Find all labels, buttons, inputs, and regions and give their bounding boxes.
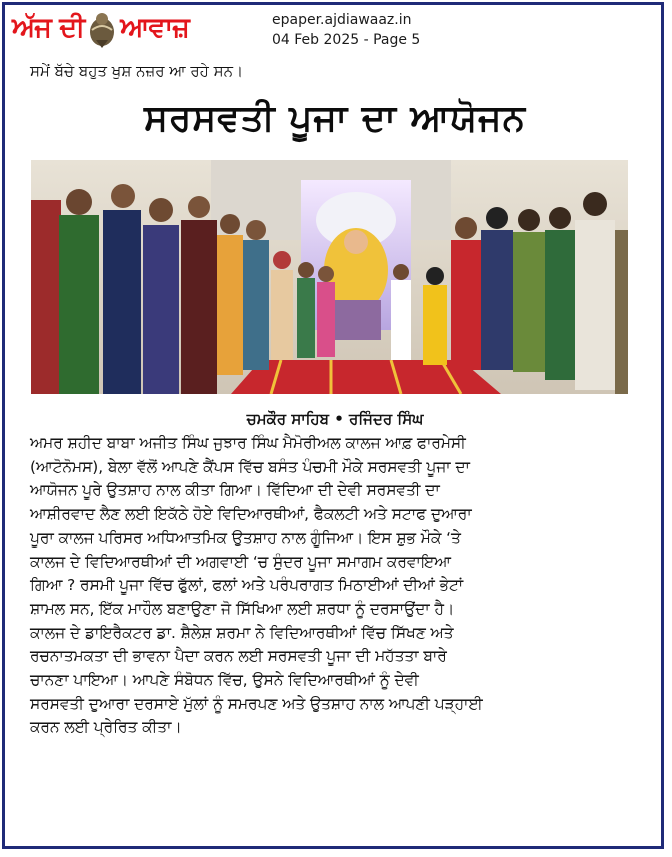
body-line: ਸਰਸਵਤੀ ਦੁਆਰਾ ਦਰਸਾਏ ਮੁੱਲਾਂ ਨੂੰ ਸਮਰਪਣ ਅਤੇ ਉਤਸ਼ਾਹ ਨਾਲ ਆਪਣੀ ਪੜ੍ਹਾਈ [30, 694, 483, 713]
edition-info [272, 10, 420, 50]
body-line: ਅਮਰ ਸ਼ਹੀਦ ਬਾਬਾ ਅਜੀਤ ਸਿੰਘ ਜੁਝਾਰ ਸਿੰਘ ਮੈਮੋਰੀਅਲ ਕਾਲਜ ਆਫ਼ ਫਾਰਮੇਸੀ [30, 434, 466, 452]
body-line: ਰਚਨਾਤਮਕਤਾ ਦੀ ਭਾਵਨਾ ਪੈਦਾ ਕਰਨ ਲਈ ਸਰਸਵਤੀ ਪੂਜਾ ਦੀ ਮਹੱਤਤਾ ਬਾਰੇ [30, 647, 447, 666]
body-line: ਪੂਰਾ ਕਾਲਜ ਪਰਿਸਰ ਅਧਿਆਤਮਿਕ ਉਤਸ਼ਾਹ ਨਾਲ ਗੂੰਜਿਆ। ਇਸ ਸ਼ੁਭ ਮੌਕੇ ‘ਤੇ [30, 528, 461, 547]
body-line: ਆਸ਼ੀਰਵਾਦ ਲੈਣ ਲਈ ਇਕੱਠੇ ਹੋਏ ਵਿਦਿਆਰਥੀਆਂ, ਫੈਕਲਟੀ ਅਤੇ ਸਟਾਫ ਦੁਆਰਾ [30, 505, 472, 524]
event-photo [31, 160, 628, 394]
logo-text-right: ਆਵਾਜ਼ [120, 12, 189, 43]
body-line: ਆਯੋਜਨ ਪੂਰੇ ਉਤਸ਼ਾਹ ਨਾਲ ਕੀਤਾ ਗਿਆ। ਵਿੱਦਿਆ ਦੀ ਦੇਵੀ ਸਰਸਵਤੀ ਦਾ [30, 481, 440, 500]
body-line: ਗਿਆ ? ਰਸਮੀ ਪੂਜਾ ਵਿੱਚ ਫੁੱਲਾਂ, ਫਲਾਂ ਅਤੇ ਪਰੰਪਰਾਗਤ ਮਿਠਾਈਆਂ ਦੀਆਂ ਭੇਟਾਂ [30, 576, 464, 595]
article-body [30, 432, 640, 740]
edition-date: 04 Feb 2025 - Page 5 [272, 32, 421, 48]
body-line: ਚਾਨਣਾ ਪਾਇਆ। ਆਪਣੇ ਸੰਬੋਧਨ ਵਿੱਚ, ਉਸਨੇ ਵਿਦਿਆਰਥੀਆਂ ਨੂੰ ਦੇਵੀ [30, 671, 419, 690]
body-line: ਕਾਲਜ ਦੇ ਡਾਇਰੈਕਟਰ ਡਾ. ਸ਼ੈਲੇਸ਼ ਸ਼ਰਮਾ ਨੇ ਵਿਦਿਆਰਥੀਆਂ ਵਿੱਚ ਸਿੱਖਣ ਅਤੇ [30, 623, 454, 642]
eagle-emblem-icon [88, 10, 116, 48]
body-line: ਸ਼ਾਮਲ ਸਨ, ਇੱਕ ਮਾਹੌਲ ਬਣਾਉਣਾ ਜੋ ਸਿੱਖਿਆ ਲਈ ਸ਼ਰਧਾ ਨੂੰ ਦਰਸਾਉਂਦਾ ਹੈ। [30, 599, 455, 618]
body-line: (ਆਟੋਨੋਮਸ), ਬੇਲਾ ਵੱਲੋਂ ਆਪਣੇ ਕੈਂਪਸ ਵਿੱਚ ਬਸੰਤ ਪੰਚਮੀ ਮੌਕੇ ਸਰਸਵਤੀ ਪੂਜਾ ਦਾ [30, 457, 470, 476]
body-line: ਕਰਨ ਲਈ ਪ੍ਰੇਰਿਤ ਕੀਤਾ। [30, 718, 182, 737]
article-headline: ਸਰਸਵਤੀ ਪੂਜਾ ਦਾ ਆਯੋਜਨ [143, 98, 527, 139]
logo-text-left: ਅੱਜ ਦੀ [12, 12, 85, 43]
byline: ਚਮਕੌਰ ਸਾਹਿਬ • ਰਜਿੰਦਰ ਸਿੰਘ [246, 410, 424, 428]
body-line: ਕਾਲਜ ਦੇ ਵਿਦਿਆਰਥੀਆਂ ਦੀ ਅਗਵਾਈ ‘ਚ ਸੁੰਦਰ ਪੂਜਾ ਸਮਾਗਮ ਕਰਵਾਇਆ [30, 552, 451, 571]
lead-in-text: ਸਮੇਂ ਬੱਚੇ ਬਹੁਤ ਖੁਸ਼ ਨਜ਼ਰ ਆ ਰਹੇ ਸਨ। [30, 62, 244, 80]
masthead-logo [12, 8, 189, 56]
site-url: epaper.ajdiawaaz.in [272, 12, 412, 28]
